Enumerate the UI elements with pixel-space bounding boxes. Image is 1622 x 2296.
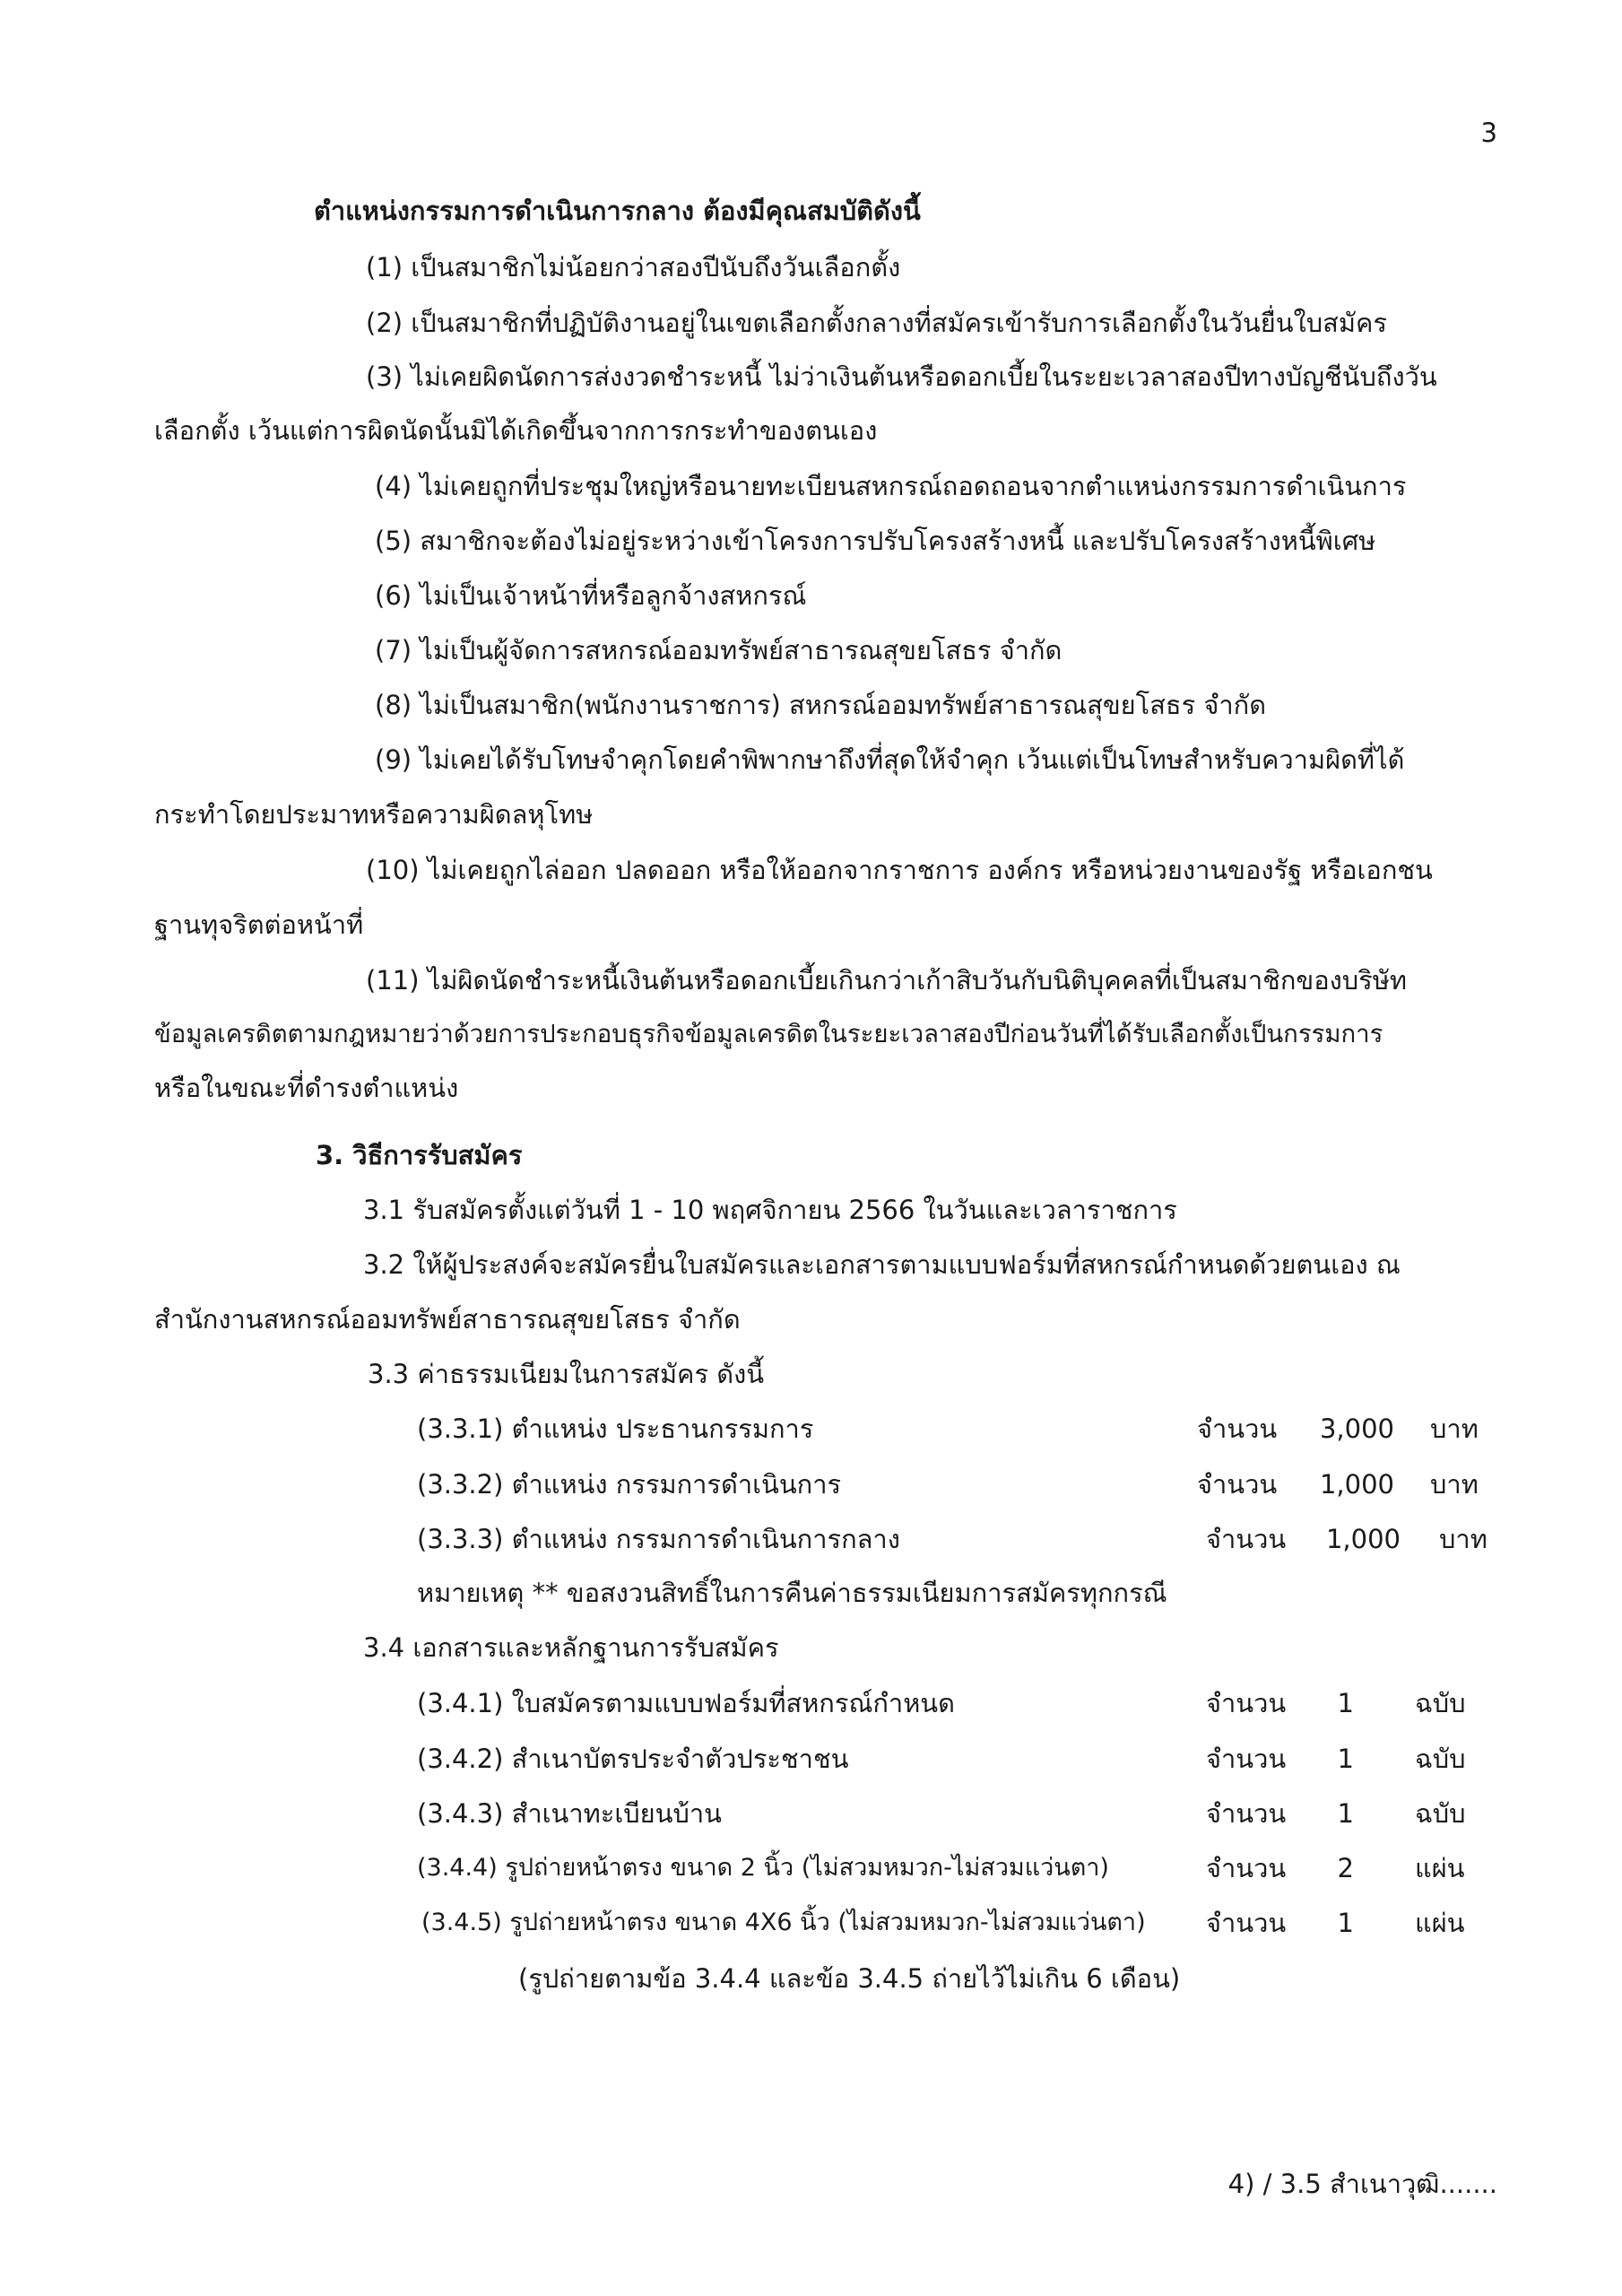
doc-row-unit: แผ่น (1415, 1853, 1465, 1883)
fee-row-label: (3.3.3) ตำแหน่ง กรรมการดำเนินการกลาง (417, 1524, 900, 1554)
doc-row-unit: แผ่น (1415, 1908, 1465, 1938)
doc-row-qty-label: จำนวน (1206, 1798, 1287, 1829)
qualification-2: (2) เป็นสมาชิกที่ปฏิบัติงานอยู่ในเขตเลือกตั้งกลางที่สมัครเข้ารับการเลือกตั้งในวันยื่นใบสมัคร (366, 308, 1387, 338)
doc-row-amount: 2 (1337, 1853, 1354, 1883)
qualification-8: (8) ไม่เป็นสมาชิก(พนักงานราชการ) สหกรณ์ออมทรัพย์สาธารณสุขยโสธร จำกัด (375, 690, 1267, 720)
doc-row-unit: ฉบับ (1415, 1798, 1466, 1829)
doc-row-label: (3.4.5) รูปถ่ายหน้าตรง ขนาด 4X6 นิ้ว (ไม่สวมหมวก-ไม่สวมแว่นตา) (421, 1909, 1146, 1936)
clause-3-2-cont: สำนักงานสหกรณ์ออมทรัพย์สาธารณสุขยโสธร จำกัด (154, 1304, 741, 1335)
qualification-11-cont-2: หรือในขณะที่ดำรงตำแหน่ง (154, 1073, 459, 1103)
fee-row-unit: บาท (1439, 1524, 1488, 1554)
doc-row-qty-label: จำนวน (1206, 1908, 1287, 1938)
doc-row-unit: ฉบับ (1415, 1688, 1466, 1718)
qualification-1: (1) เป็นสมาชิกไม่น้อยกว่าสองปีนับถึงวันเลือกตั้ง (366, 252, 901, 283)
doc-row-qty-label: จำนวน (1206, 1853, 1287, 1883)
qualification-4: (4) ไม่เคยถูกที่ประชุมใหญ่หรือนายทะเบียนสหกรณ์ถอดถอนจากตำแหน่งกรรมการดำเนินการ (375, 471, 1407, 501)
qualification-10-cont: ฐานทุจริตต่อหน้าที่ (154, 909, 364, 940)
fee-row-qty-label: จำนวน (1197, 1469, 1278, 1500)
qualification-9-cont: กระทำโดยประมาทหรือความผิดลหุโทษ (154, 799, 594, 830)
qualification-7: (7) ไม่เป็นผู้จัดการสหกรณ์ออมทรัพย์สาธารณสุขยโสธร จำกัด (375, 635, 1063, 665)
clause-3-2: 3.2 ให้ผู้ประสงค์จะสมัครยื่นใบสมัครและเอกสารตามแบบฟอร์มที่สหกรณ์กำหนดด้วยตนเอง ณ (363, 1249, 1401, 1280)
doc-row-amount: 1 (1337, 1744, 1354, 1774)
fee-row-label: (3.3.2) ตำแหน่ง กรรมการดำเนินการ (417, 1469, 842, 1500)
footer-continuation: 4) / 3.5 สำเนาวุฒิ....... (1227, 2169, 1497, 2199)
qualification-5: (5) สมาชิกจะต้องไม่อยู่ระหว่างเข้าโครงการปรับโครงสร้างหนี้ และปรับโครงสร้างหนี้พิเศษ (375, 526, 1376, 556)
fee-note: หมายเหตุ ** ขอสงวนสิทธิ์ในการคืนค่าธรรมเนียมการสมัครทุกกรณี (417, 1578, 1167, 1608)
doc-row-label: (3.4.1) ใบสมัครตามแบบฟอร์มที่สหกรณ์กำหนด (417, 1688, 955, 1718)
section-3-title: 3. วิธีการรับสมัคร (316, 1140, 523, 1170)
page-number: 3 (1480, 117, 1497, 148)
fee-row-unit: บาท (1430, 1469, 1479, 1500)
doc-row-qty-label: จำนวน (1206, 1688, 1287, 1718)
doc-row-label: (3.4.2) สำเนาบัตรประจำตัวประชาชน (417, 1744, 849, 1774)
fee-row-qty-label: จำนวน (1206, 1524, 1287, 1554)
qualification-3-cont: เลือกตั้ง เว้นแต่การผิดนัดนั้นมิได้เกิดขึ้นจากการกระทำของตนเอง (154, 415, 878, 446)
fee-row-amount: 3,000 (1319, 1413, 1394, 1444)
doc-row-label: (3.4.3) สำเนาทะเบียนบ้าน (417, 1798, 722, 1829)
clause-3-1: 3.1 รับสมัครตั้งแต่วันที่ 1 - 10 พฤศจิกายน 2566 ในวันและเวลาราชการ (363, 1195, 1177, 1225)
fee-row-unit: บาท (1430, 1413, 1479, 1444)
fee-row-amount: 1,000 (1325, 1524, 1401, 1554)
section-heading: ตำแหน่งกรรมการดำเนินการกลาง ต้องมีคุณสมบัติดังนี้ (314, 196, 921, 226)
fee-row-label: (3.3.1) ตำแหน่ง ประธานกรรมการ (417, 1413, 814, 1444)
qualification-9: (9) ไม่เคยได้รับโทษจำคุกโดยคำพิพากษาถึงที่สุดให้จำคุก เว้นแต่เป็นโทษสำหรับความผิดที่ได้ (375, 744, 1405, 775)
doc-row-amount: 1 (1337, 1908, 1354, 1938)
clause-3-4: 3.4 เอกสารและหลักฐานการรับสมัคร (363, 1632, 779, 1663)
doc-row-amount: 1 (1337, 1798, 1354, 1829)
qualification-11-cont-1: ข้อมูลเครดิตตามกฎหมายว่าด้วยการประกอบธุรกิจข้อมูลเครดิตในระยะเวลาสองปีก่อนวันที่ได้รับเลือกตั้งเป็นกรรมการ (154, 1020, 1383, 1048)
doc-row-amount: 1 (1337, 1688, 1354, 1718)
qualification-11: (11) ไม่ผิดนัดชำระหนี้เงินต้นหรือดอกเบี้ยเกินกว่าเก้าสิบวันกับนิติบุคคลที่เป็นสมาชิกของบริษัท (366, 965, 1407, 996)
fee-row-qty-label: จำนวน (1197, 1413, 1278, 1444)
docs-note: (รูปถ่ายตามข้อ 3.4.4 และข้อ 3.4.5 ถ่ายไว้ไม่เกิน 6 เดือน) (518, 1963, 1181, 1994)
clause-3-3: 3.3 ค่าธรรมเนียมในการสมัคร ดังนี้ (368, 1359, 765, 1389)
doc-row-label: (3.4.4) รูปถ่ายหน้าตรง ขนาด 2 นิ้ว (ไม่สวมหมวก-ไม่สวมแว่นตา) (417, 1854, 1109, 1882)
qualification-10: (10) ไม่เคยถูกไล่ออก ปลดออก หรือให้ออกจากราชการ องค์กร หรือหน่วยงานของรัฐ หรือเอกชน (366, 855, 1433, 885)
doc-row-qty-label: จำนวน (1206, 1744, 1287, 1774)
doc-row-unit: ฉบับ (1415, 1744, 1466, 1774)
qualification-6: (6) ไม่เป็นเจ้าหน้าที่หรือลูกจ้างสหกรณ์ (375, 580, 807, 611)
fee-row-amount: 1,000 (1319, 1469, 1394, 1500)
qualification-3: (3) ไม่เคยผิดนัดการส่งงวดชำระหนี้ ไม่ว่าเงินต้นหรือดอกเบี้ยในระยะเวลาสองปีทางบัญชีนับถึงวัน (366, 361, 1437, 392)
